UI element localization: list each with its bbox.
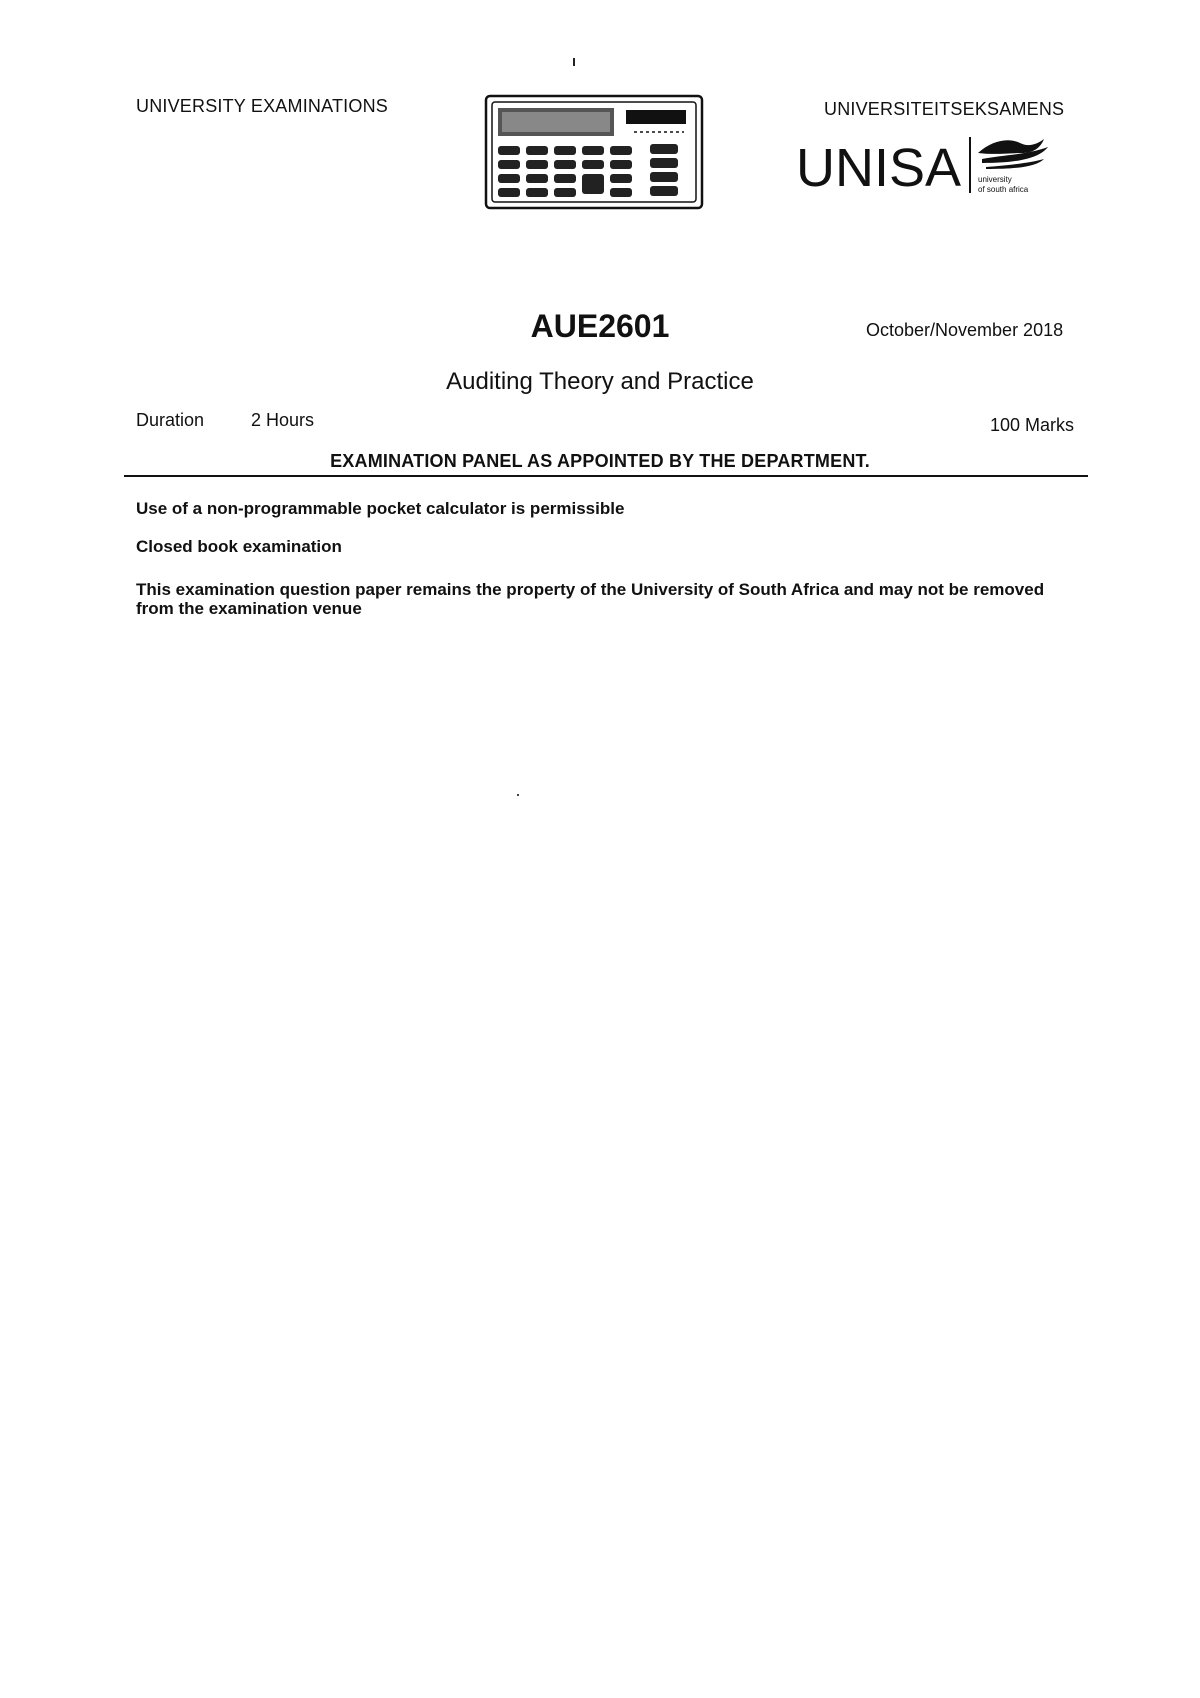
instruction-calculator: Use of a non-programmable pocket calculator is permissible bbox=[136, 499, 625, 518]
scan-speck bbox=[517, 794, 519, 796]
examination-panel: EXAMINATION PANEL AS APPOINTED BY THE DEPARTMENT. bbox=[330, 451, 870, 471]
instruction-closed-book: Closed book examination bbox=[136, 537, 342, 556]
unisa-logo bbox=[796, 133, 1066, 197]
header-divider bbox=[124, 475, 1088, 477]
university-examinations-label: UNIVERSITY EXAMINATIONS bbox=[136, 96, 388, 116]
scan-mark bbox=[573, 58, 575, 66]
universiteitseksamens-label: UNIVERSITEITSEKSAMENS bbox=[824, 99, 1065, 119]
duration-label: Duration bbox=[136, 410, 205, 430]
calculator-icon bbox=[484, 94, 704, 210]
duration-value: 2 Hours bbox=[251, 410, 315, 430]
instruction-property: This examination question paper remains the property of the University of South Africa and may not be removed from the examination venue bbox=[136, 580, 1045, 618]
logo-tagline-1: university bbox=[978, 175, 1012, 184]
module-title: Auditing Theory and Practice bbox=[446, 368, 754, 395]
logo-wordmark: UNISA bbox=[796, 138, 962, 197]
exam-session: October/November 2018 bbox=[866, 320, 1064, 340]
module-code: AUE2601 bbox=[530, 308, 670, 344]
logo-tagline-2: of south africa bbox=[978, 185, 1029, 194]
total-marks: 100 Marks bbox=[990, 415, 1075, 435]
